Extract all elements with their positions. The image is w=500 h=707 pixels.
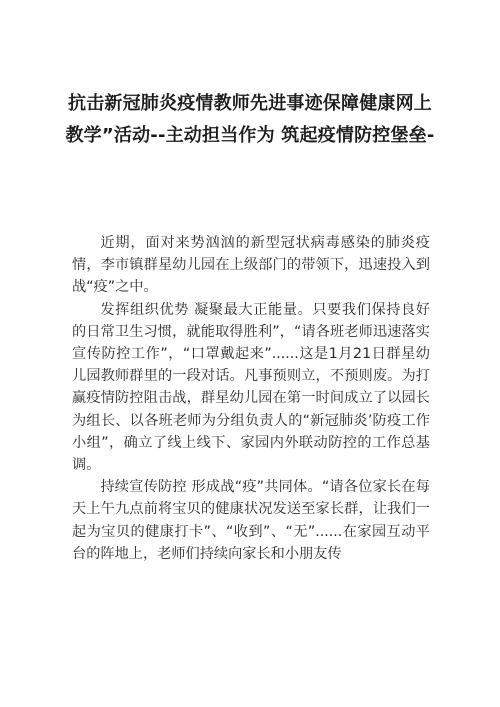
document-body — [72, 232, 430, 565]
paragraph-publicity: 持续宣传防控 形成战“疫”共同体。“请各位家长在每天上午九点前将宝贝的健康状况发送至家长群，让我们一起为宝贝的健康打卡”、“收到”、“无”......在家园互动平台的阵地上，老师们持续向家长和小朋友传 — [72, 479, 430, 562]
document-title: 抗击新冠肺炎疫情教师先进事迹保障健康网上教学”活动--主动担当作为 筑起疫情防控堡垒- — [65, 93, 435, 146]
paragraph-organization: 发挥组织优势 凝聚最大正能量。只要我们保持良好的日常卫生习惯，就能取得胜利”，“请各班老师迅速落实宣传防控工作”，“口罩戴起来”......这是1月21日群星幼儿园教师群里的一段对话。凡事预则立，不预则废。为打赢疫情防控阻击战，群星幼儿园在第一时间成立了以园长为组长、以各班老师为分组负责人的“新冠肺炎’防疫工作小组”，确立了线上线下、家园内外联动防控的工作总基调。 — [72, 301, 430, 474]
paragraph-intro: 近期，面对来势汹汹的新型冠状病毒感染的肺炎疫情，李市镇群星幼儿园在上级部门的带领下，迅速投入到战“疫”之中。 — [72, 235, 430, 296]
